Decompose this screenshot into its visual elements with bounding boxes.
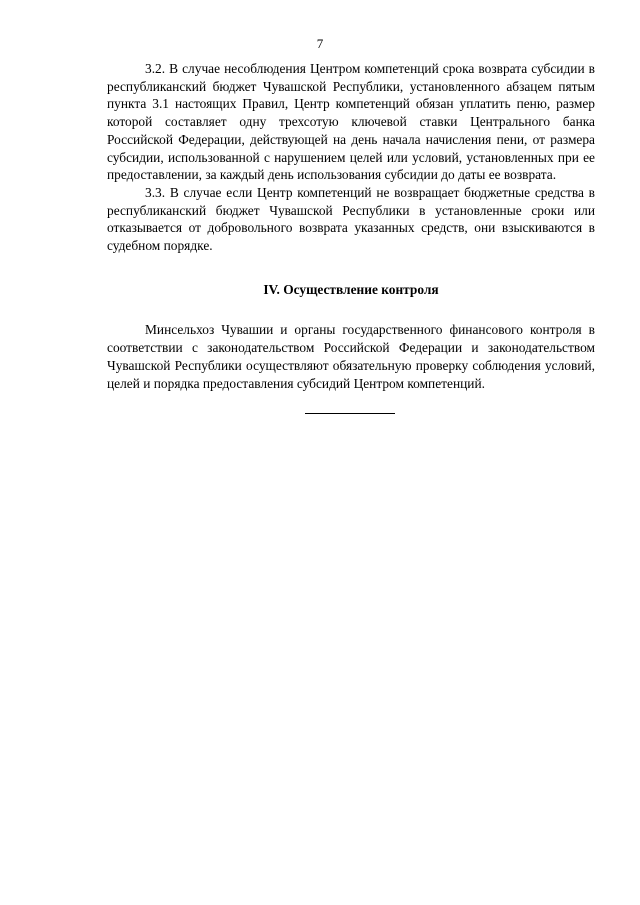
paragraph-control: Минсельхоз Чувашии и органы государственного финансового контроля в соответствии с законодательством Российской Федерации и законодательством Чувашской Республики осуществляют обязательную проверку соблюдения условий, целей и порядка предоставления субсидий Центром компетенций. xyxy=(107,322,595,391)
paragraph-3-3: 3.3. В случае если Центр компетенций не возвращает бюджетные средства в республиканский бюджет Чувашской Республики в установленные сроки или отказывается от добровольного возврата указанных средств, они взыскиваются в судебном порядке. xyxy=(107,184,595,254)
page-number: 7 xyxy=(316,36,324,51)
document-body xyxy=(107,60,595,392)
section-heading: IV. Осуществление контроля xyxy=(263,281,439,297)
end-divider-line xyxy=(305,413,395,414)
paragraph-3-2: 3.2. В случае несоблюдения Центром компетенций срока возврата субсидии в республиканский бюджет Чувашской Республики, установленного абзацем пятым пункта 3.1 настоящих Правил, Центр компетенций обязан уплатить пеню, размер которой составляет одну трехсотую ключевой ставки Центрального банка Российской Федерации, действующей на день начала начисления пени, от размера субсидии, использованной с нарушением целей или условий, установленных при ее предоставлении, за каждый день использования субсидии до даты ее возврата. xyxy=(107,61,595,183)
